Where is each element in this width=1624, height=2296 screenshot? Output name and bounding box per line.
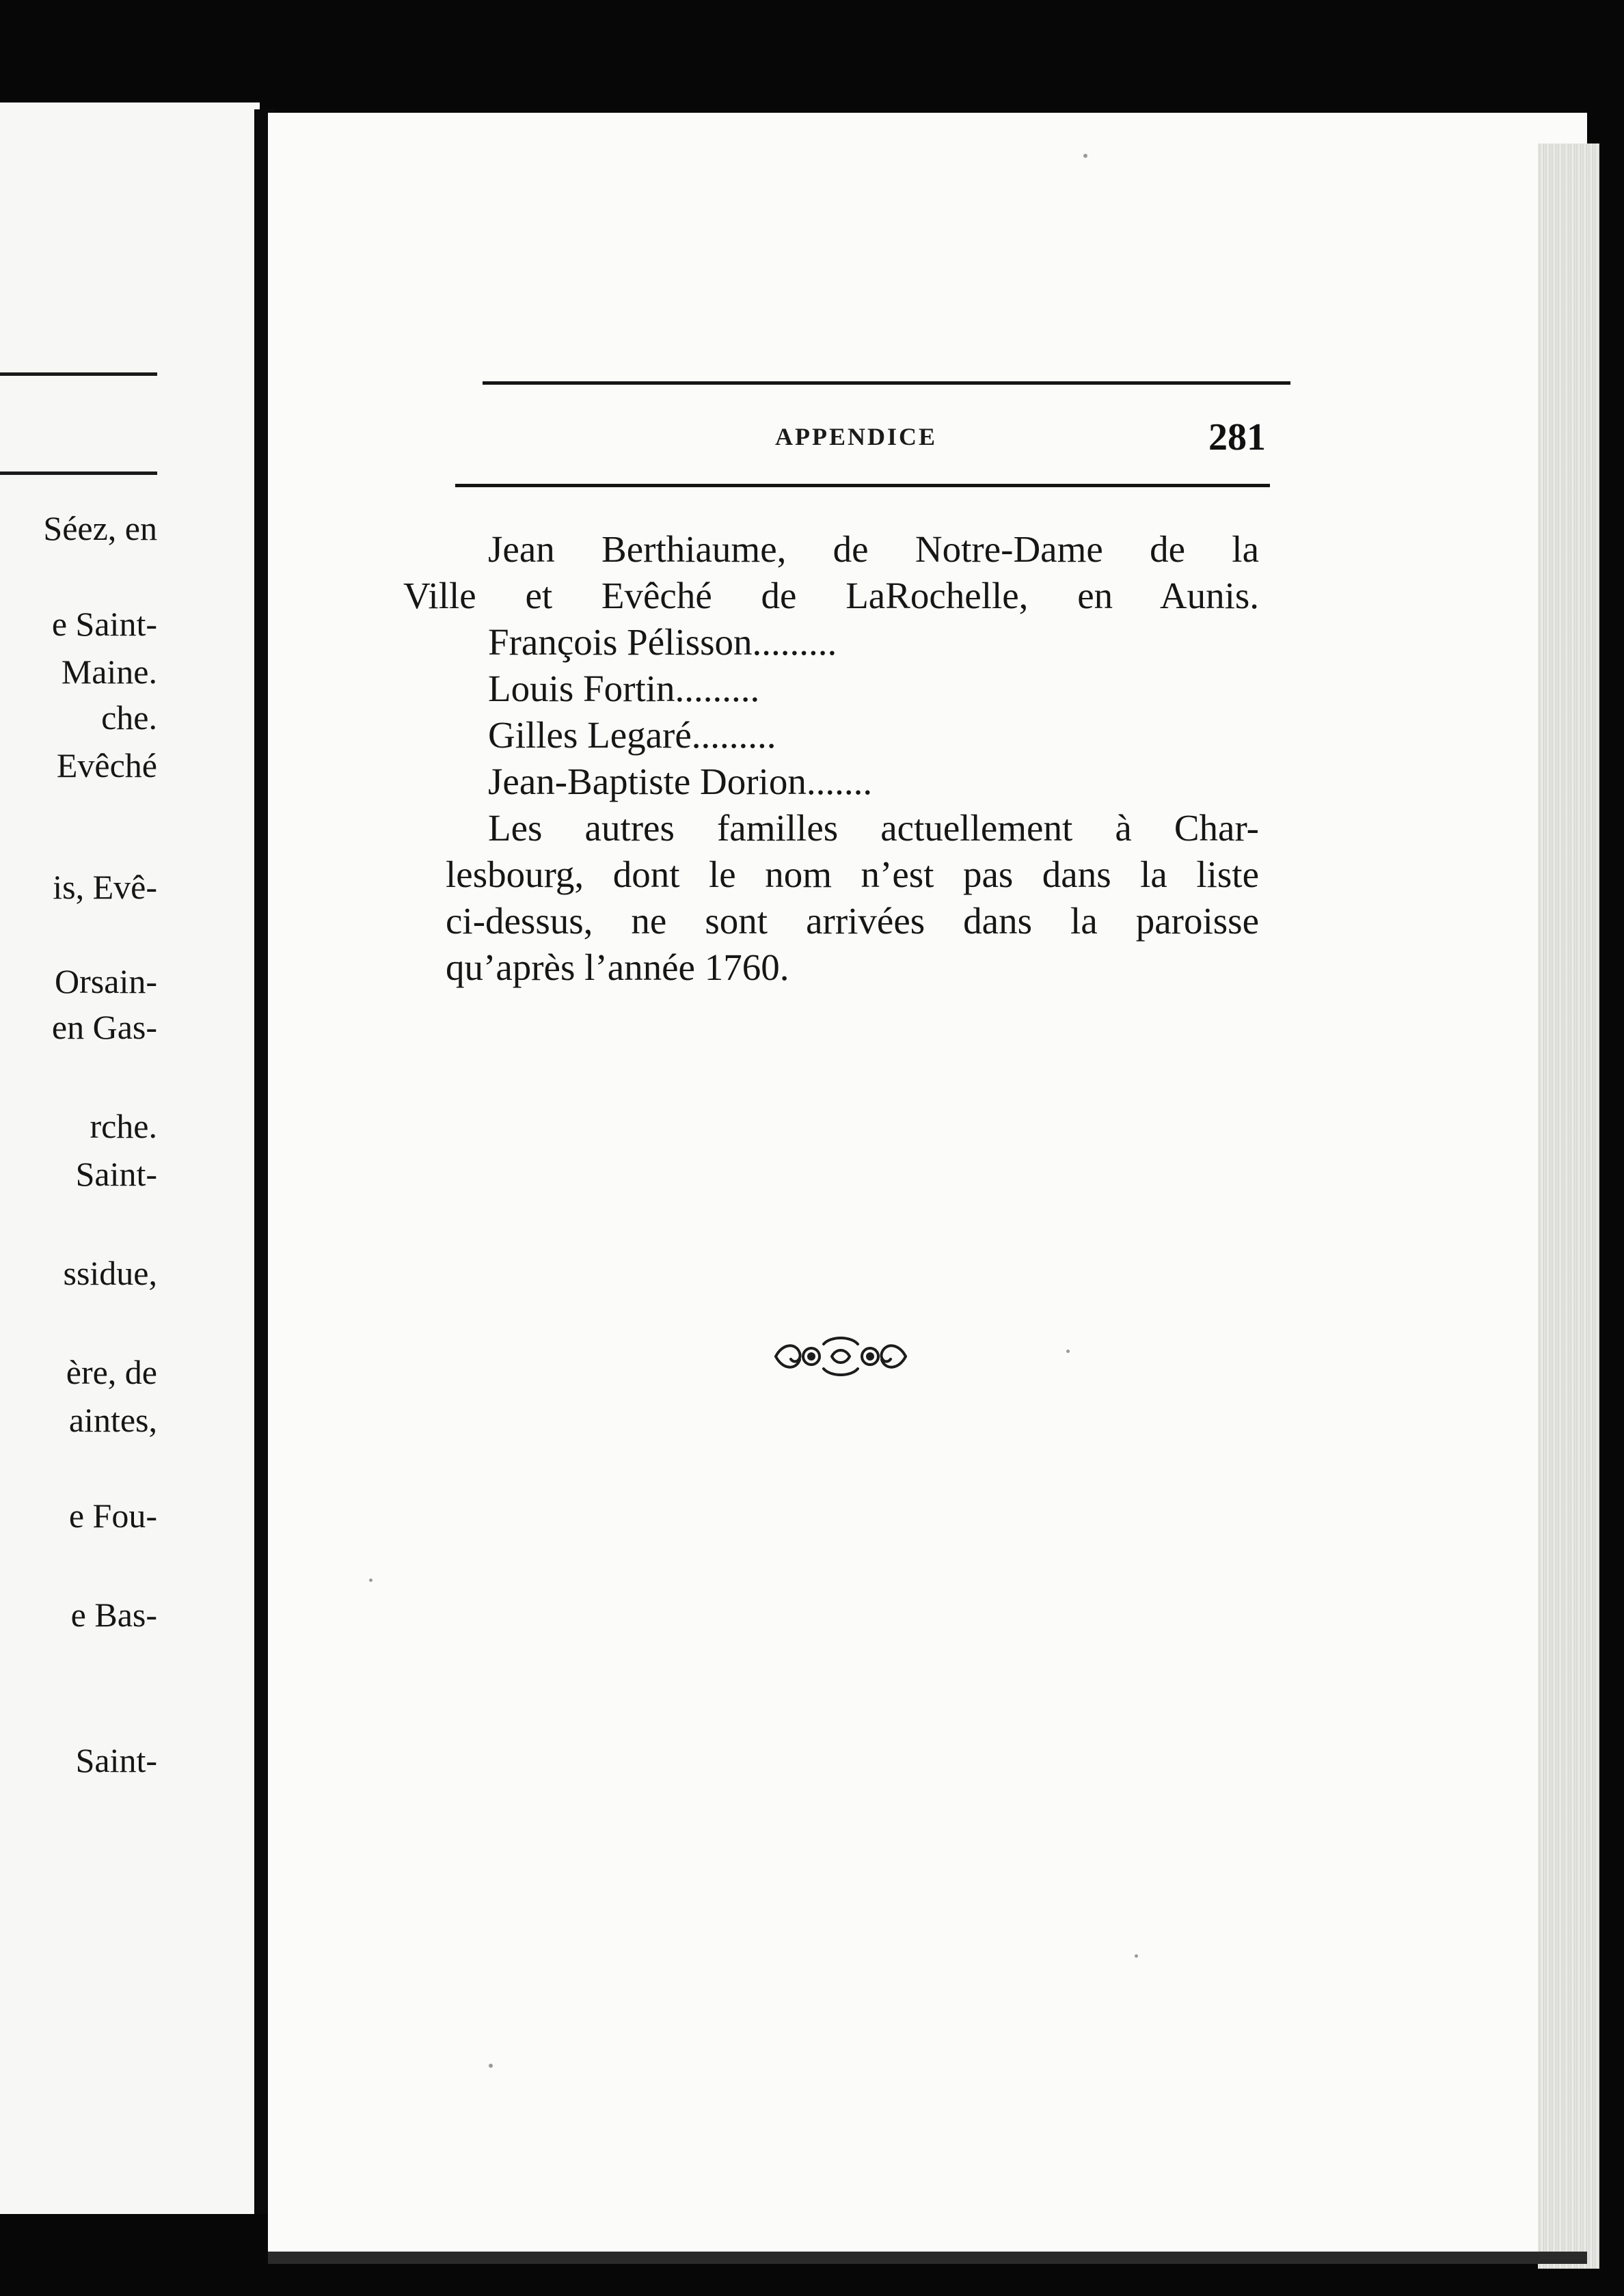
list-entry: Louis Fortin......... [488, 668, 760, 709]
scan-speck [1066, 1350, 1070, 1353]
left-fragment: en Gas- [51, 1008, 157, 1046]
scan-speck [1083, 154, 1087, 158]
left-fragment: che. [101, 698, 157, 737]
first-entry-paragraph [403, 526, 1259, 619]
page-number: 281 [1208, 416, 1266, 459]
left-fragment: Orsain- [55, 962, 157, 1000]
list-entry: Gilles Legaré......... [488, 714, 776, 756]
left-fragment: Saint- [75, 1155, 157, 1193]
scan-speck [1135, 1954, 1138, 1958]
left-fragment: e Saint- [51, 605, 157, 643]
left-page [0, 102, 260, 2214]
page-edge-stack [1538, 144, 1599, 2269]
scan-speck [369, 1578, 373, 1582]
text-line: Les autres familles actuellement à Char- [488, 807, 1259, 849]
left-header-rule-top [0, 372, 157, 376]
scan-speck [489, 2064, 493, 2068]
left-fragment: e Fou- [68, 1496, 157, 1535]
left-header-rule-bottom [0, 472, 157, 475]
left-fragment: is, Evê- [53, 868, 157, 906]
text-line: Jean Berthiaume, de Notre-Dame de la [488, 528, 1259, 570]
left-fragment: e Bas- [70, 1596, 157, 1634]
header-rule-top [483, 381, 1290, 385]
left-fragment: Saint- [75, 1741, 157, 1779]
appendix-text [403, 526, 1259, 991]
list-entry: François Pélisson......... [488, 621, 837, 663]
left-fragment: Séez, en [43, 509, 157, 547]
list-entry: Jean-Baptiste Dorion....... [488, 761, 873, 802]
left-fragment: ssidue, [63, 1254, 157, 1292]
left-fragment: aintes, [68, 1401, 157, 1439]
left-fragment: Maine. [61, 653, 157, 691]
left-fragment: rche. [90, 1107, 157, 1145]
text-line: Ville et Evêché de LaRochelle, en Aunis. [403, 575, 1259, 616]
page-bottom-edge [268, 2252, 1587, 2264]
text-line: ci-dessus, ne sont arrivées dans la paroisse [446, 900, 1259, 942]
left-fragment: ère, de [66, 1353, 157, 1391]
text-line: lesbourg, dont le nom n’est pas dans la liste [446, 853, 1259, 895]
running-head: APPENDICE [775, 423, 938, 450]
left-fragment: Evêché [56, 746, 157, 784]
closing-paragraph [446, 805, 1259, 991]
header-rule-bottom [455, 484, 1270, 487]
text-line: qu’après l’année 1760. [446, 946, 789, 988]
fleuron-ornament-icon [769, 1329, 912, 1384]
